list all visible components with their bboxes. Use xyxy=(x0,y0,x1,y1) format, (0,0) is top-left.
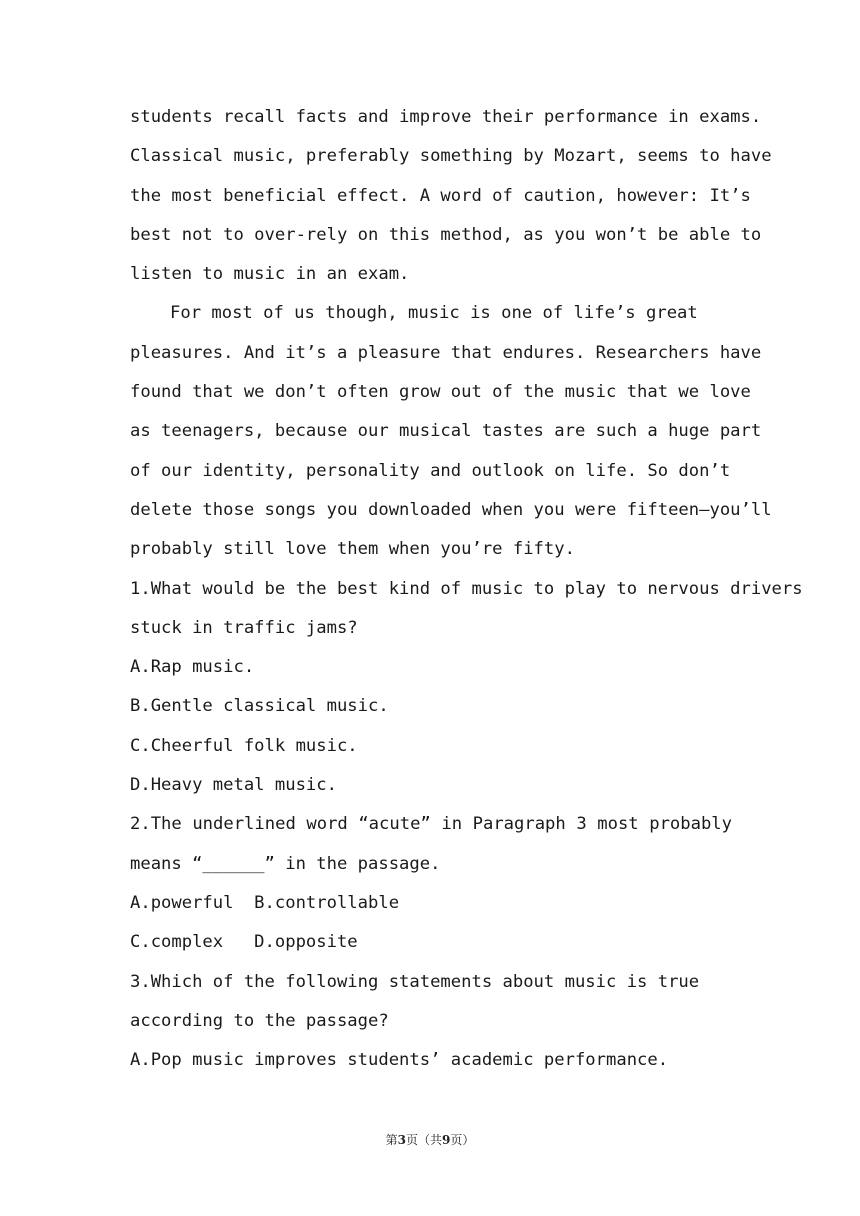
page-content xyxy=(130,98,803,1080)
text-line: probably still love them when you’re fifty. xyxy=(130,539,575,560)
total-pages-number: 9 xyxy=(442,1133,451,1147)
answer-option: B.Gentle classical music. xyxy=(130,696,389,717)
question-1 xyxy=(130,570,803,806)
page-footer xyxy=(0,1131,860,1148)
question-stem: stuck in traffic jams? xyxy=(130,617,358,638)
passage-paragraph-2 xyxy=(130,294,772,569)
question-stem: 1.What would be the best kind of music to play to nervous drivers xyxy=(130,578,803,599)
footer-middle: 页（共 xyxy=(405,1133,442,1147)
question-stem: according to the passage? xyxy=(130,1010,389,1031)
answer-option: A.Pop music improves students’ academic performance. xyxy=(130,1050,669,1071)
answer-option: C.Cheerful folk music. xyxy=(130,735,358,756)
text-line: of our identity, personality and outlook on life. So don’t xyxy=(130,460,731,481)
text-line: delete those songs you downloaded when you were fifteen—you’ll xyxy=(130,499,772,520)
current-page-number: 3 xyxy=(397,1133,406,1147)
question-2 xyxy=(130,805,732,962)
text-line: students recall facts and improve their performance in exams. xyxy=(130,107,762,127)
text-line: best not to over-rely on this method, as you won’t be able to xyxy=(130,224,762,245)
answer-options-row: C.complex D.opposite xyxy=(130,932,358,953)
question-stem: 2.The underlined word “acute” in Paragraph 3 most probably xyxy=(130,814,732,835)
text-line: For most of us though, music is one of life’s great xyxy=(170,303,698,324)
text-line: Classical music, preferably something by Mozart, seems to have xyxy=(130,146,772,167)
text-line: found that we don’t often grow out of the music that we love xyxy=(130,382,751,403)
text-line: as teenagers, because our musical tastes are such a huge part xyxy=(130,421,762,442)
question-stem: means “______” in the passage. xyxy=(130,853,441,874)
passage-paragraph-1 xyxy=(130,98,772,294)
answer-option: D.Heavy metal music. xyxy=(130,775,337,796)
footer-prefix: 第 xyxy=(385,1133,398,1147)
question-stem: 3.Which of the following statements about music is true xyxy=(130,971,700,992)
text-line: listen to music in an exam. xyxy=(130,264,410,285)
question-3 xyxy=(130,963,732,1081)
text-line: the most beneficial effect. A word of caution, however: It’s xyxy=(130,185,751,206)
text-line: pleasures. And it’s a pleasure that endures. Researchers have xyxy=(130,342,762,363)
answer-option: A.Rap music. xyxy=(130,657,255,678)
footer-suffix: 页） xyxy=(450,1133,475,1147)
answer-options-row: A.powerful B.controllable xyxy=(130,892,400,913)
